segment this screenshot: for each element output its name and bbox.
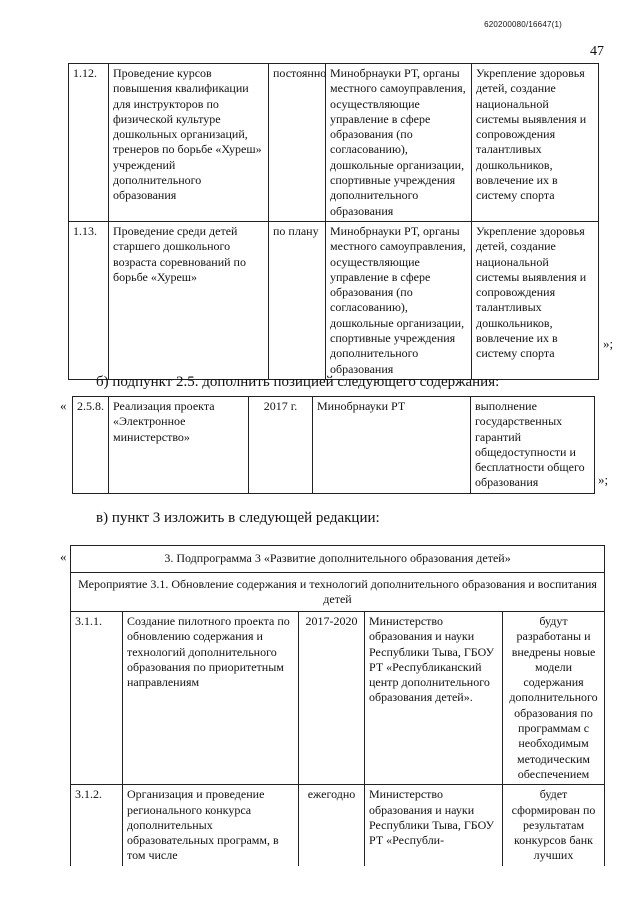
item-action: Создание пилотного проекта по обновлению содержания и технологий дополнительного образования по приоритетным направлениям bbox=[123, 612, 299, 785]
item-number: 3.1.2. bbox=[71, 785, 123, 866]
table-row bbox=[71, 612, 605, 785]
section-c-text: в) пункт 3 изложить в следующей редакции: bbox=[96, 510, 380, 526]
item-result: будут разработаны и внедрены новые модели содержания дополнительного образования по программам с необходимым методическим обеспечением bbox=[503, 612, 605, 785]
item-action: Организация и проведение регионального конкурса дополнительных образовательных программ, в том числе bbox=[123, 785, 299, 866]
opening-quote: « bbox=[60, 549, 67, 564]
page-number: 47 bbox=[590, 44, 604, 59]
item-action: Реализация проекта «Электронное министерство» bbox=[109, 397, 249, 494]
table-subprogram-3 bbox=[70, 545, 605, 866]
table-row bbox=[69, 221, 599, 379]
measure-title: Мероприятие 3.1. Обновление содержания и технологий дополнительного образования и воспитания детей bbox=[71, 573, 605, 612]
table-row bbox=[71, 546, 605, 573]
item-number: 2.5.8. bbox=[73, 397, 109, 494]
item-executors: Минобрнауки РТ, органы местного самоуправления, осуществляющие управление в сфере образования (по согласованию), дошкольные организации, спортивные учреждения дополнительного образования bbox=[326, 221, 472, 379]
table-items-1-12-1-13 bbox=[68, 63, 599, 380]
item-result: будет сформирован по результатам конкурсов банк лучших bbox=[503, 785, 605, 866]
item-term: 2017-2020 bbox=[299, 612, 365, 785]
table-row bbox=[69, 64, 599, 222]
table-item-2-5-8 bbox=[72, 396, 595, 494]
section-b-text: б) подпункт 2.5. дополнить позицией следующего содержания: bbox=[96, 374, 500, 390]
item-term: по плану bbox=[269, 221, 326, 379]
table-row bbox=[71, 785, 605, 866]
item-result: выполнение государственных гарантий общедоступности и бесплатности общего образования bbox=[471, 397, 595, 494]
item-executors: Министерство образования и науки Республики Тыва, ГБОУ РТ «Республи- bbox=[365, 785, 503, 866]
item-executors: Министерство образования и науки Республики Тыва, ГБОУ РТ «Республиканский центр дополнительного образования детей». bbox=[365, 612, 503, 785]
item-result: Укрепление здоровья детей, создание национальной системы выявления и сопровождения талантливых дошкольников, вовлечение их в систему спорта bbox=[472, 221, 599, 379]
closing-quote: »; bbox=[598, 472, 609, 487]
opening-quote: « bbox=[60, 398, 67, 413]
item-number: 1.12. bbox=[69, 64, 109, 222]
item-number: 1.13. bbox=[69, 221, 109, 379]
item-executors: Минобрнауки РТ, органы местного самоуправления, осуществляющие управление в сфере образования (по согласованию), дошкольные организации, спортивные учреждения дополнительного образования bbox=[326, 64, 472, 222]
item-number: 3.1.1. bbox=[71, 612, 123, 785]
closing-quote: »; bbox=[603, 336, 614, 351]
item-action: Проведение среди детей старшего дошкольного возраста соревнований по борьбе «Хуреш» bbox=[109, 221, 269, 379]
item-term: постоянно bbox=[269, 64, 326, 222]
table-row bbox=[73, 397, 595, 494]
document-id: 620200080/16647(1) bbox=[484, 20, 562, 29]
table-row bbox=[71, 573, 605, 612]
item-term: 2017 г. bbox=[249, 397, 313, 494]
item-executors: Минобрнауки РТ bbox=[313, 397, 471, 494]
item-action: Проведение курсов повышения квалификации для инструкторов по физической культуре дошкольных организаций, тренеров по борьбе «Хуреш» учреждений дополнительного образования bbox=[109, 64, 269, 222]
item-term: ежегодно bbox=[299, 785, 365, 866]
item-result: Укрепление здоровья детей, создание национальной системы выявления и сопровождения талантливых дошкольников, вовлечение их в систему спорта bbox=[472, 64, 599, 222]
subprogram-title: 3. Подпрограмма 3 «Развитие дополнительного образования детей» bbox=[71, 546, 605, 573]
